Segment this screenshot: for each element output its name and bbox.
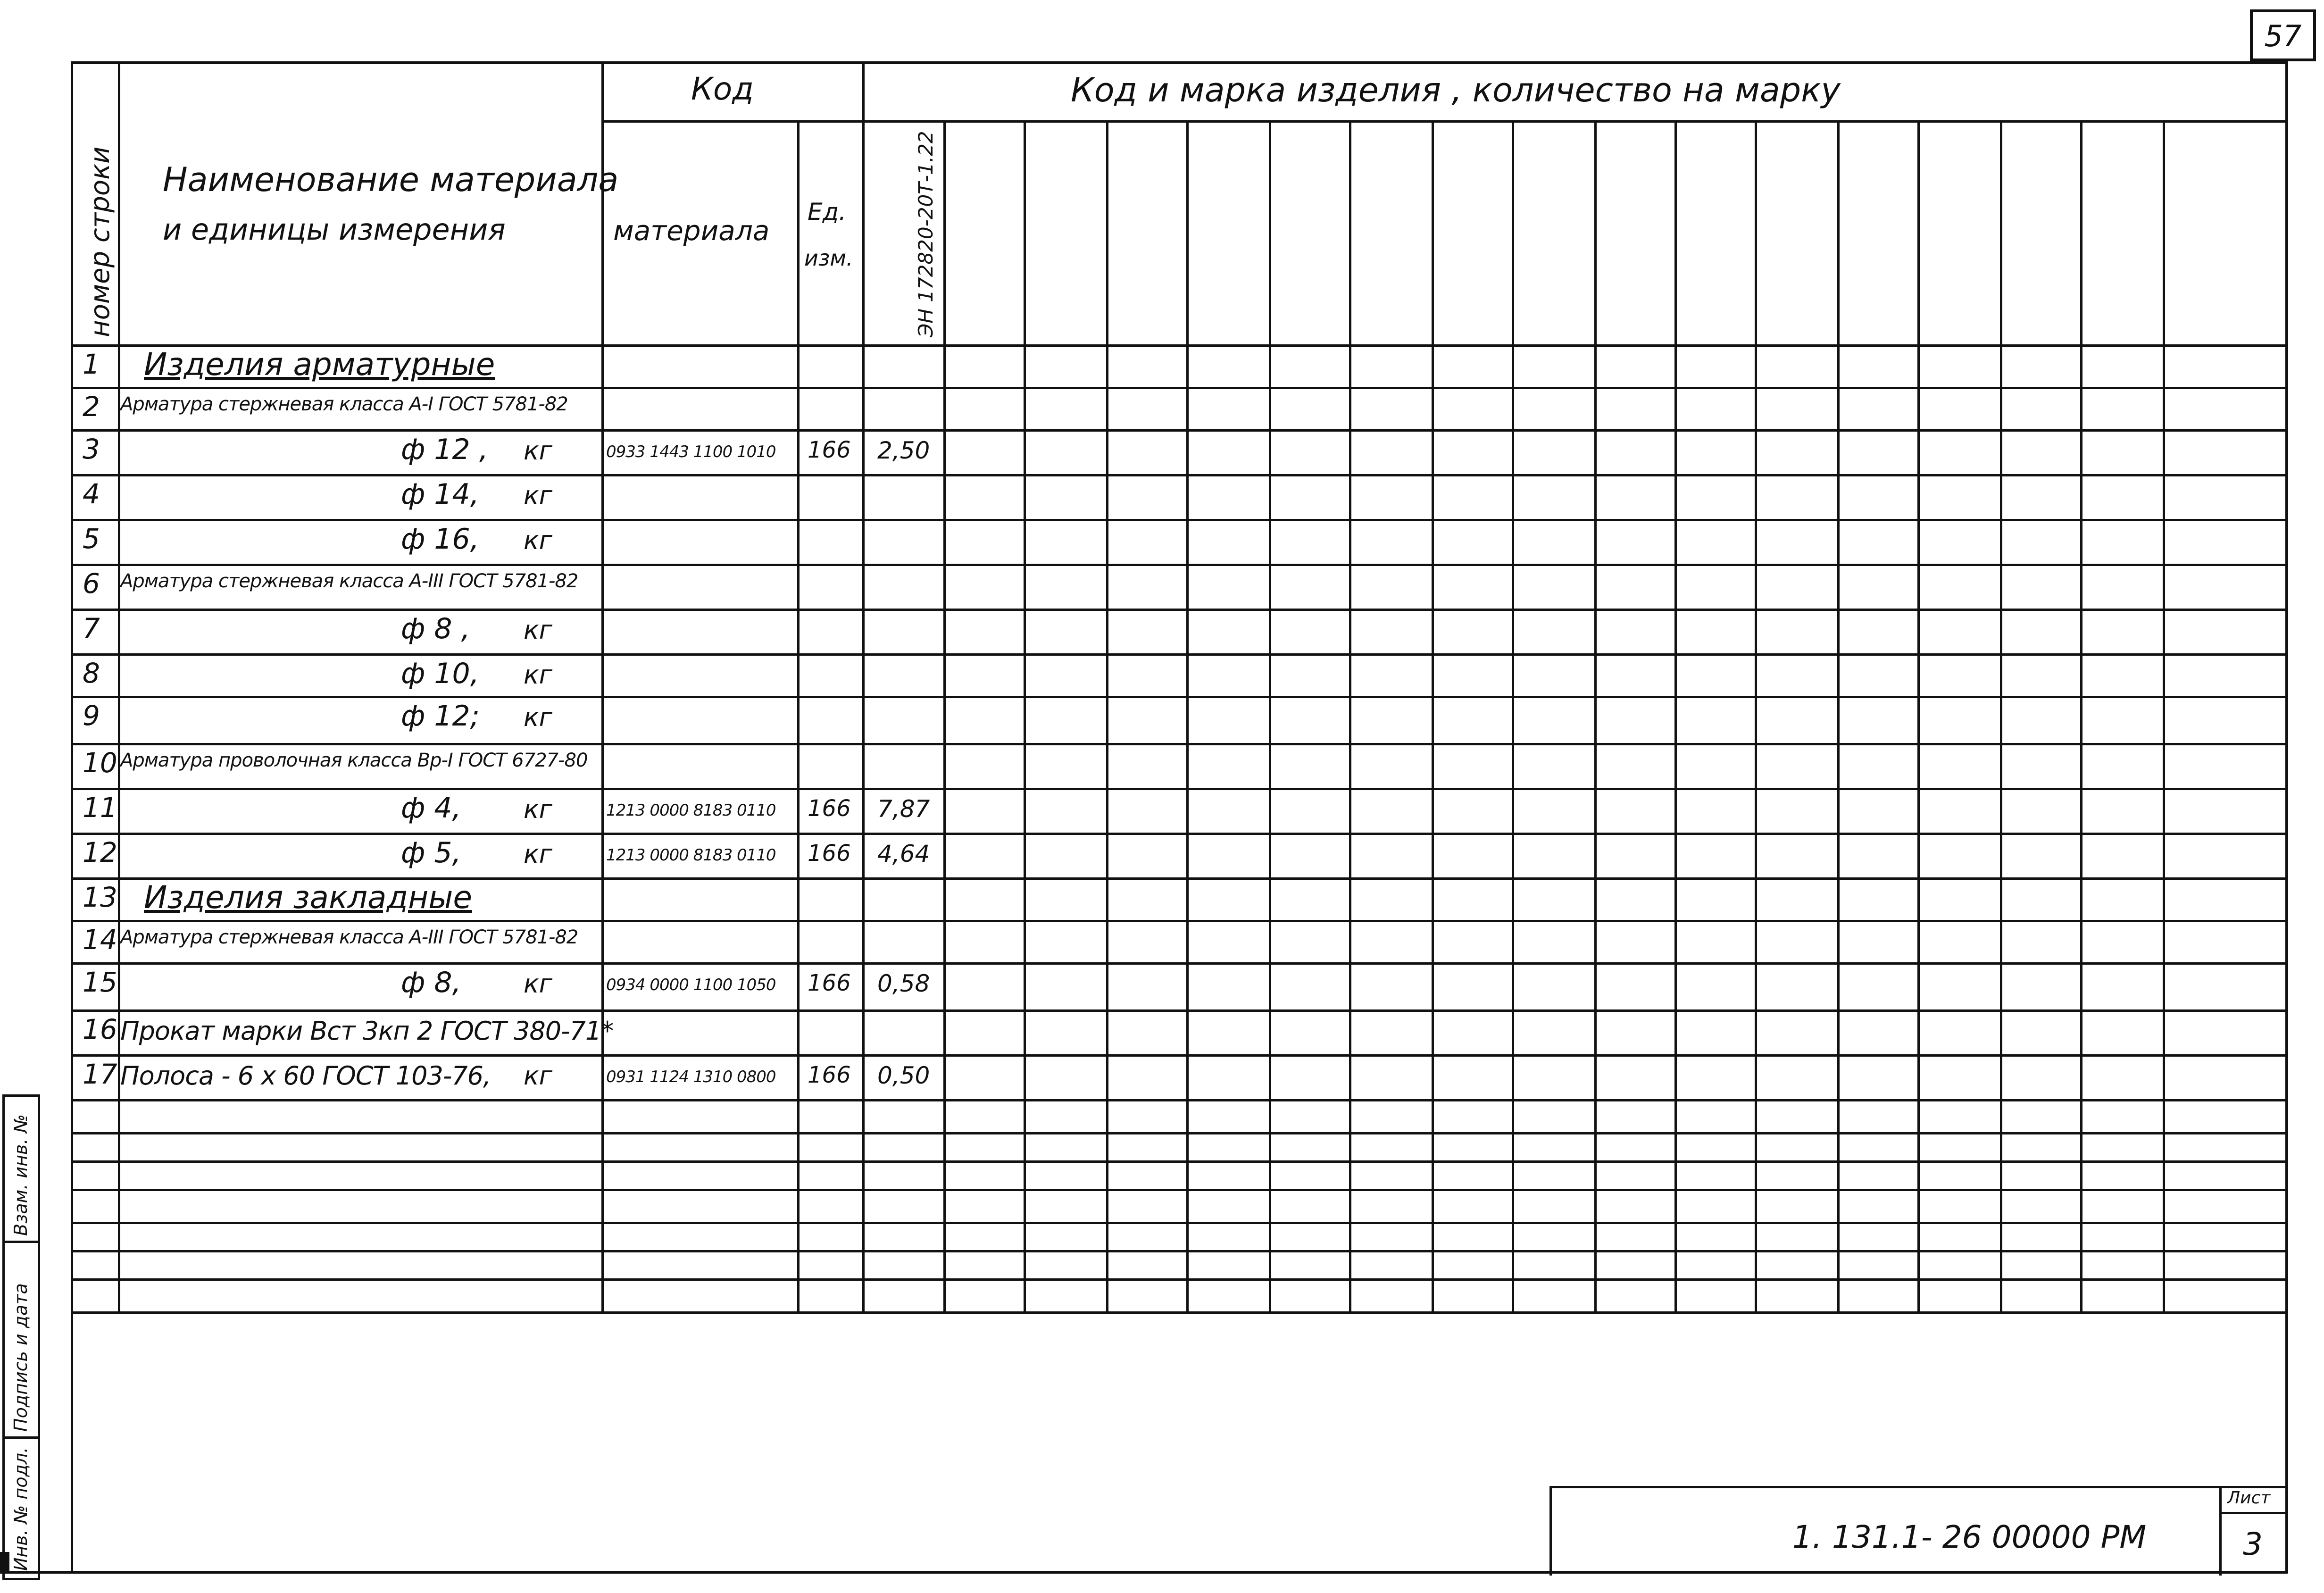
col-divider-mark	[1674, 120, 1677, 1311]
col-divider-code	[797, 120, 800, 1311]
row-unit: кг	[524, 660, 552, 690]
row-divider	[71, 653, 2285, 656]
row-unit: кг	[524, 525, 552, 555]
row-item-name: ф 12;	[401, 700, 480, 733]
row-divider	[71, 696, 2285, 698]
row-unit-code: 166	[808, 437, 851, 463]
row-item-name: ф 10,	[401, 657, 479, 690]
row-group-title: Прокат марки Вст 3кп 2 ГОСТ 380-71*	[120, 1016, 614, 1046]
row-unit-code: 166	[808, 970, 851, 996]
row-divider	[71, 1222, 2285, 1224]
row-section-title: Изделия закладные	[144, 879, 472, 916]
row-divider	[71, 564, 2285, 566]
row-group-title: Арматура стержневая класса А-III ГОСТ 5781-82	[120, 570, 578, 592]
row-number: 9	[83, 700, 100, 732]
row-item-name: ф 4,	[401, 792, 461, 825]
col-divider-mark	[1269, 120, 1271, 1311]
col-divider-mark	[2163, 120, 2165, 1311]
col-divider-name	[601, 61, 604, 1311]
row-quantity: 0,58	[877, 970, 930, 997]
row-item-name: ф 14,	[401, 478, 479, 511]
row-number: 12	[83, 836, 117, 868]
row-group-title: Арматура стержневая класса А-III ГОСТ 5781-82	[120, 926, 578, 948]
side-stamp-divider-1	[2, 1241, 40, 1243]
bottom-border	[0, 1571, 2288, 1574]
col-divider-mark	[1594, 120, 1597, 1311]
row-number: 17	[83, 1058, 117, 1090]
row-number: 13	[83, 881, 117, 913]
side-stamp-inv-orig: Инв. № подл.	[10, 1447, 31, 1571]
row-material-code: 1213 0000 8183 0110	[606, 801, 776, 820]
row-material-code: 0933 1443 1100 1010	[606, 442, 776, 461]
table-left-border	[71, 61, 73, 1573]
col-divider-mark	[1349, 120, 1351, 1311]
row-divider	[71, 1132, 2285, 1134]
row-number: 11	[83, 792, 117, 824]
row-number: 6	[83, 567, 100, 600]
page-number-box	[2250, 9, 2316, 61]
header-mark-1: ЭН 172820-20Т-1.22	[914, 131, 937, 337]
col-divider-mark	[1512, 120, 1514, 1311]
row-unit: кг	[524, 1061, 552, 1091]
col-divider-mark-1	[943, 120, 946, 1311]
row-divider	[71, 609, 2285, 611]
row-divider	[71, 1189, 2285, 1191]
row-unit-code: 166	[808, 795, 851, 822]
header-code-group: Код	[691, 71, 754, 107]
header-name-line2: и единицы измерения	[163, 212, 506, 247]
row-quantity: 2,50	[877, 437, 930, 464]
row-unit: кг	[524, 969, 552, 999]
col-divider-mark	[1186, 120, 1189, 1311]
row-group-title: Арматура стержневая класса А-I ГОСТ 5781-82	[120, 393, 568, 415]
row-quantity: 7,87	[877, 795, 930, 823]
col-divider-mark	[1024, 120, 1026, 1311]
side-stamp-sign-date: Подпись и дата	[10, 1283, 31, 1432]
row-material-code: 0931 1124 1310 0800	[606, 1068, 776, 1086]
row-unit: кг	[524, 481, 552, 510]
row-number: 7	[83, 612, 100, 644]
row-divider	[71, 962, 2285, 965]
row-item-name: ф 8,	[401, 966, 461, 999]
col-divider-mark	[1432, 120, 1434, 1311]
col-divider-unit	[862, 61, 865, 1311]
header-code-unit-2: изм.	[804, 245, 853, 271]
header-sub-divider	[601, 120, 2285, 123]
row-unit-code: 166	[808, 840, 851, 867]
row-divider	[71, 519, 2285, 521]
row-item-name: ф 5,	[401, 836, 461, 869]
col-divider-mark	[2000, 120, 2002, 1311]
row-number: 14	[83, 924, 117, 956]
row-divider	[71, 429, 2285, 432]
table-top-border	[71, 61, 2285, 64]
col-divider-mark	[1106, 120, 1108, 1311]
row-divider	[71, 920, 2285, 922]
row-unit: кг	[524, 436, 552, 466]
row-number: 16	[83, 1013, 117, 1045]
row-number: 4	[83, 478, 100, 510]
row-divider	[71, 833, 2285, 835]
right-border	[2285, 61, 2288, 1573]
header-row-number: номер строки	[85, 146, 116, 337]
row-divider	[71, 1250, 2285, 1252]
row-quantity: 4,64	[877, 840, 930, 867]
col-divider-mark	[1755, 120, 1757, 1311]
row-unit: кг	[524, 615, 552, 645]
sheet-label: Лист	[2227, 1488, 2271, 1508]
page-number: 57	[2264, 19, 2302, 53]
row-divider	[71, 1099, 2285, 1101]
row-number: 3	[83, 433, 100, 465]
row-item-name: ф 12 ,	[401, 433, 488, 466]
row-material-code: 1213 0000 8183 0110	[606, 846, 776, 865]
row-unit: кг	[524, 702, 552, 732]
header-marks-group: Код и марка изделия , количество на марку	[1071, 71, 1841, 109]
col-divider-mark	[1837, 120, 1840, 1311]
row-material-code: 0934 0000 1100 1050	[606, 976, 776, 994]
row-divider	[71, 1278, 2285, 1281]
document-code: 1. 131.1- 26 00000 РМ	[1792, 1519, 2147, 1555]
row-unit: кг	[524, 794, 552, 824]
row-quantity: 0,50	[877, 1062, 930, 1089]
sheet-value: 3	[2243, 1526, 2263, 1562]
row-divider	[71, 474, 2285, 476]
row-divider	[71, 743, 2285, 745]
col-divider-mark	[2080, 120, 2082, 1311]
row-divider	[71, 1009, 2285, 1012]
row-number: 10	[83, 747, 117, 779]
header-name-line1: Наименование материала	[163, 160, 619, 199]
row-divider	[71, 1311, 2285, 1314]
row-divider	[71, 1054, 2285, 1057]
row-number: 1	[83, 348, 100, 380]
row-number: 15	[83, 966, 117, 998]
row-item-name: ф 8 ,	[401, 612, 470, 645]
row-divider	[71, 1160, 2285, 1163]
row-group-title: Арматура проволочная класса Вр-I ГОСТ 6727-80	[120, 750, 588, 771]
row-number: 5	[83, 523, 100, 555]
col-divider-mark	[1917, 120, 1920, 1311]
row-unit: кг	[524, 839, 552, 869]
row-number: 2	[83, 391, 100, 423]
side-stamp-divider-2	[2, 1436, 40, 1439]
row-item-name: ф 16,	[401, 523, 479, 556]
title-block-sheet-divider	[2219, 1512, 2285, 1514]
row-divider	[71, 788, 2285, 790]
header-code-material: материала	[613, 215, 770, 247]
col-divider-number	[118, 61, 120, 1311]
row-number: 8	[83, 657, 100, 689]
row-divider	[71, 387, 2285, 389]
header-code-unit: Ед.	[808, 198, 847, 225]
row-group-title: Полоса - 6 х 60 ГОСТ 103-76,	[120, 1061, 491, 1091]
corner-mark	[0, 1552, 9, 1571]
row-section-title: Изделия арматурные	[144, 346, 495, 383]
side-stamp-inv-repl: Взам. инв. №	[10, 1114, 31, 1236]
row-unit-code: 166	[808, 1062, 851, 1088]
